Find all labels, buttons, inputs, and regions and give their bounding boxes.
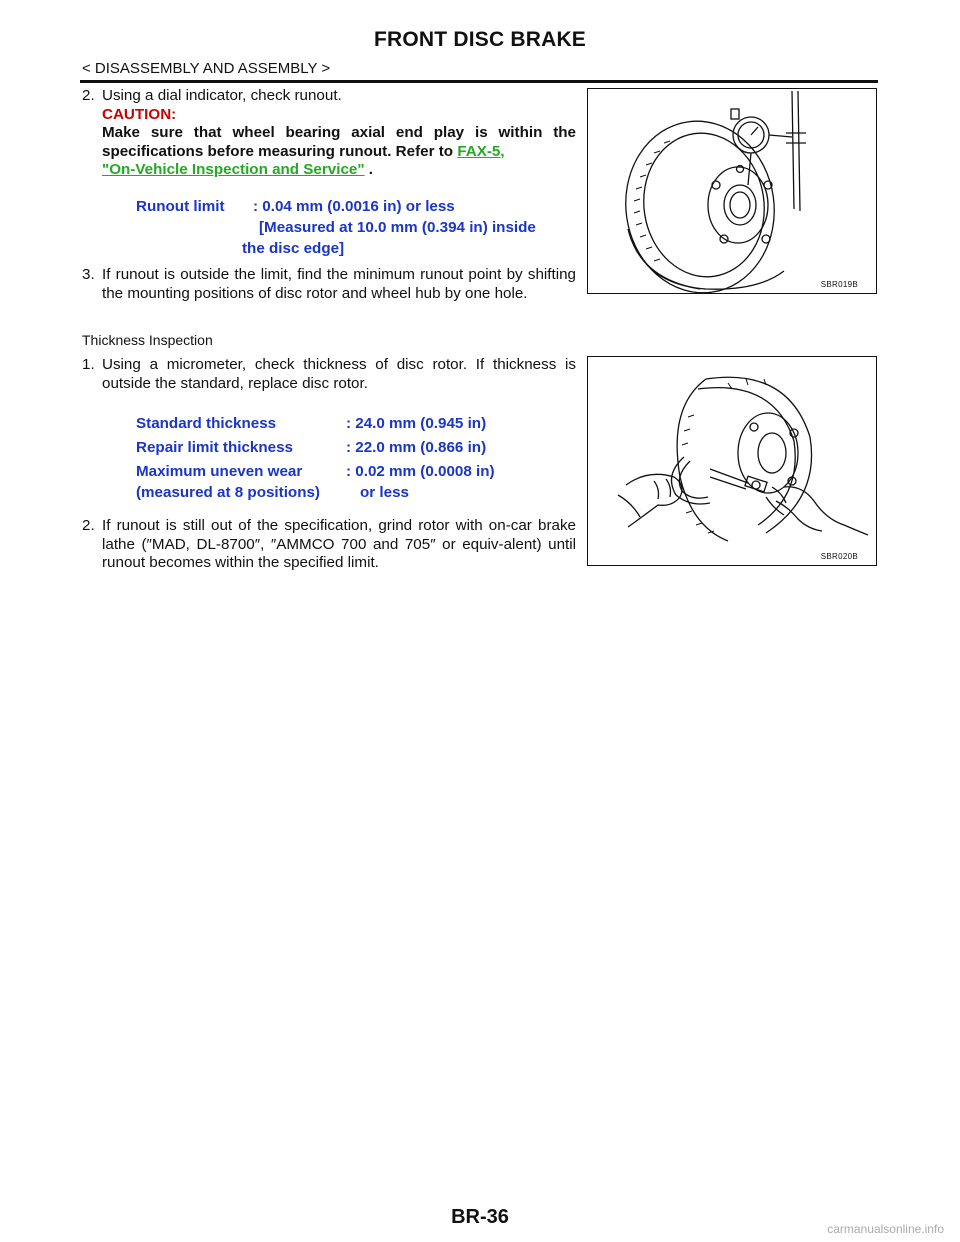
spec-row bbox=[136, 482, 495, 503]
figure-code: SBR020B bbox=[820, 552, 858, 561]
thickness-specs bbox=[136, 413, 495, 503]
step-number: 3. bbox=[82, 266, 95, 283]
fax-5-link[interactable]: FAX-5, bbox=[457, 142, 505, 160]
runout-step3-block bbox=[82, 266, 576, 303]
runout-spec bbox=[136, 196, 536, 259]
runout-step2-block bbox=[82, 87, 576, 180]
figure-dial-indicator bbox=[587, 88, 877, 294]
figure-code: SBR019B bbox=[820, 280, 858, 289]
step-text: Using a micrometer, check thickness of disc rotor. If thickness is outside the standard, replace disc rotor. bbox=[102, 356, 576, 392]
step-text: If runout is still out of the specification, grind rotor with on-car brake lathe (″MAD, DL-8700″, ″AMMCO 700 and 705″ or equiv-alent) until runout becomes within the specified limit. bbox=[102, 517, 576, 571]
spec-label: Runout limit bbox=[136, 198, 225, 215]
link-suffix: . bbox=[364, 161, 374, 178]
step-number: 2. bbox=[82, 87, 95, 104]
thickness-step2 bbox=[82, 517, 576, 573]
section-title-thickness: Thickness Inspection bbox=[82, 332, 213, 348]
step-text: If runout is outside the limit, find the minimum runout point by shifting the mounting positions of disc rotor and wheel hub by one hole. bbox=[102, 266, 576, 302]
caution-text bbox=[102, 124, 576, 180]
thickness-step1 bbox=[82, 356, 576, 393]
spec-row bbox=[136, 461, 495, 482]
figure-micrometer bbox=[587, 356, 877, 566]
rotor-micrometer-illustration bbox=[588, 357, 876, 565]
spec-row bbox=[136, 413, 495, 434]
runout-step3 bbox=[82, 266, 576, 303]
step-number: 2. bbox=[82, 517, 95, 534]
thickness-step1-block bbox=[82, 356, 576, 393]
spec-row bbox=[136, 437, 495, 458]
spec-label: Repair limit thickness bbox=[136, 439, 293, 456]
on-vehicle-inspection-link[interactable]: "On-Vehicle Inspection and Service" bbox=[102, 161, 365, 178]
spec-label: Standard thickness bbox=[136, 415, 277, 432]
spec-value: : 22.0 mm (0.866 in) bbox=[346, 439, 487, 456]
spec-value: : 0.04 mm (0.0016 in) or less bbox=[253, 198, 455, 215]
spec-value: : 24.0 mm (0.945 in) bbox=[346, 415, 487, 432]
step-number: 1. bbox=[82, 356, 95, 373]
caution-body: Make sure that wheel bearing axial end play is within the specifications before measuring runout. Refer to bbox=[102, 124, 576, 160]
breadcrumb: < DISASSEMBLY AND ASSEMBLY > bbox=[82, 60, 331, 77]
page-number: BR-36 bbox=[451, 1206, 509, 1228]
watermark: carmanualsonline.info bbox=[827, 1222, 944, 1236]
spec-label: (measured at 8 positions) bbox=[136, 484, 320, 501]
spec-label: Maximum uneven wear bbox=[136, 463, 303, 480]
spec-value: or less bbox=[360, 484, 409, 501]
spec-value-line2: [Measured at 10.0 mm (0.394 in) inside bbox=[259, 219, 536, 236]
rotor-dial-indicator-illustration bbox=[588, 89, 876, 293]
page-title: FRONT DISC BRAKE bbox=[373, 28, 587, 51]
header-divider bbox=[80, 80, 878, 83]
spec-value: : 0.02 mm (0.0008 in) bbox=[346, 463, 495, 480]
caution-label: CAUTION: bbox=[102, 105, 177, 123]
spec-value-line3: the disc edge] bbox=[242, 240, 345, 257]
step-text: Using a dial indicator, check runout. bbox=[102, 87, 342, 104]
runout-step2 bbox=[82, 87, 576, 106]
thickness-step2-block bbox=[82, 517, 576, 573]
